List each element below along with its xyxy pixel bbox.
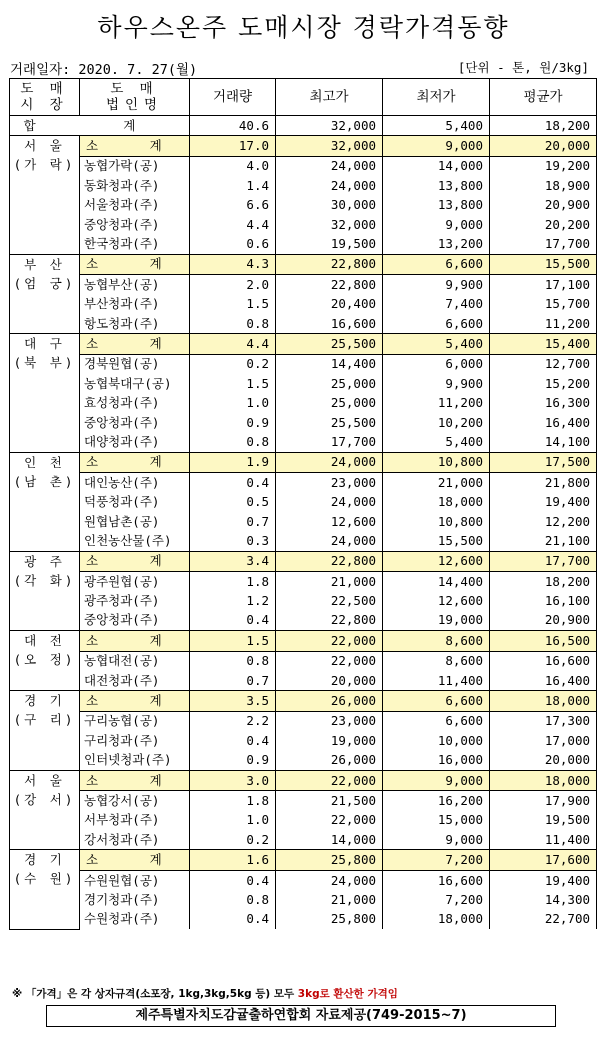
row-max-price: 30,000 <box>276 196 383 215</box>
row-volume: 0.4 <box>190 870 276 890</box>
subtotal-min-price: 10,800 <box>383 452 490 472</box>
market-name <box>10 136 80 254</box>
market-district: (가 락) <box>13 157 76 173</box>
table-row <box>10 811 597 830</box>
corporation-name: 대인농산(주) <box>80 473 190 493</box>
market-district: (수 원) <box>13 871 76 887</box>
row-avg-price: 21,800 <box>490 473 597 493</box>
table-row <box>10 275 597 295</box>
corporation-name: 수원원협(공) <box>80 870 190 890</box>
total-label: 합 계 <box>10 116 190 136</box>
row-avg-price: 17,700 <box>490 234 597 254</box>
total-avg-price: 18,200 <box>490 116 597 136</box>
row-min-price: 19,000 <box>383 611 490 631</box>
row-volume: 0.7 <box>190 671 276 691</box>
subtotal-label: 소 계 <box>80 334 190 354</box>
row-avg-price: 20,900 <box>490 611 597 631</box>
market-city: 서 울 <box>24 772 65 788</box>
row-max-price: 20,400 <box>276 295 383 314</box>
table-row <box>10 176 597 195</box>
row-min-price: 16,200 <box>383 791 490 811</box>
row-min-price: 9,000 <box>383 215 490 234</box>
row-volume: 0.9 <box>190 413 276 432</box>
header-corporation: 도 매 법인명 <box>80 79 190 116</box>
subtotal-avg-price: 17,700 <box>490 551 597 571</box>
table-row <box>10 870 597 890</box>
header-volume: 거래량 <box>190 79 276 116</box>
market-name <box>10 850 80 929</box>
row-max-price: 12,600 <box>276 512 383 531</box>
corporation-name: 대전청과(주) <box>80 671 190 691</box>
subtotal-min-price: 7,200 <box>383 850 490 870</box>
subtotal-volume: 4.4 <box>190 334 276 354</box>
row-min-price: 10,800 <box>383 512 490 531</box>
subtotal-label: 소 계 <box>80 551 190 571</box>
corporation-name: 경기청과(주) <box>80 890 190 909</box>
row-max-price: 22,800 <box>276 275 383 295</box>
row-max-price: 20,000 <box>276 671 383 691</box>
subtotal-max-price: 25,800 <box>276 850 383 870</box>
row-min-price: 16,600 <box>383 870 490 890</box>
table-row <box>10 156 597 176</box>
row-min-price: 10,000 <box>383 731 490 750</box>
row-avg-price: 16,100 <box>490 591 597 610</box>
row-max-price: 25,800 <box>276 910 383 929</box>
row-avg-price: 16,300 <box>490 393 597 412</box>
row-volume: 1.4 <box>190 176 276 195</box>
subtotal-volume: 4.3 <box>190 254 276 274</box>
row-max-price: 24,000 <box>276 531 383 551</box>
subtotal-avg-price: 18,000 <box>490 691 597 711</box>
row-volume: 1.0 <box>190 811 276 830</box>
row-volume: 0.4 <box>190 473 276 493</box>
table-row <box>10 591 597 610</box>
subtotal-min-price: 6,600 <box>383 691 490 711</box>
corporation-name: 농협북대구(공) <box>80 374 190 393</box>
row-volume: 0.4 <box>190 731 276 750</box>
row-volume: 1.0 <box>190 393 276 412</box>
corporation-name: 구리농협(공) <box>80 711 190 731</box>
subtotal-min-price: 9,000 <box>383 770 490 790</box>
subtotal-row <box>10 254 597 274</box>
row-min-price: 7,400 <box>383 295 490 314</box>
corporation-name: 중앙청과(주) <box>80 215 190 234</box>
row-max-price: 24,000 <box>276 156 383 176</box>
row-volume: 1.8 <box>190 571 276 591</box>
market-city: 경 기 <box>24 693 65 709</box>
corporation-name: 구리청과(주) <box>80 731 190 750</box>
row-max-price: 19,000 <box>276 731 383 750</box>
header-min-price: 최저가 <box>383 79 490 116</box>
market-district: (북 부) <box>13 355 76 371</box>
row-avg-price: 16,400 <box>490 413 597 432</box>
table-row <box>10 432 597 452</box>
table-row <box>10 791 597 811</box>
table-row <box>10 571 597 591</box>
market-city: 대 구 <box>24 336 65 352</box>
corporation-name: 중앙청과(주) <box>80 413 190 432</box>
subtotal-row <box>10 136 597 156</box>
row-min-price: 13,800 <box>383 196 490 215</box>
market-district: (남 촌) <box>13 473 76 489</box>
subtotal-row <box>10 452 597 472</box>
row-avg-price: 14,100 <box>490 432 597 452</box>
subtotal-volume: 1.6 <box>190 850 276 870</box>
row-volume: 1.2 <box>190 591 276 610</box>
row-min-price: 7,200 <box>383 890 490 909</box>
row-avg-price: 12,200 <box>490 512 597 531</box>
corporation-name: 광주청과(주) <box>80 591 190 610</box>
market-city: 부 산 <box>24 256 65 272</box>
row-max-price: 22,000 <box>276 811 383 830</box>
subtotal-volume: 1.9 <box>190 452 276 472</box>
row-volume: 4.0 <box>190 156 276 176</box>
market-name <box>10 254 80 334</box>
market-name <box>10 770 80 850</box>
subtotal-label: 소 계 <box>80 452 190 472</box>
subtotal-max-price: 32,000 <box>276 136 383 156</box>
market-city: 대 전 <box>24 633 65 649</box>
row-min-price: 9,000 <box>383 830 490 850</box>
row-min-price: 6,600 <box>383 711 490 731</box>
table-row <box>10 354 597 374</box>
corporation-name: 농협강서(공) <box>80 791 190 811</box>
row-max-price: 22,500 <box>276 591 383 610</box>
row-avg-price: 18,900 <box>490 176 597 195</box>
subtotal-min-price: 9,000 <box>383 136 490 156</box>
row-min-price: 11,400 <box>383 671 490 691</box>
row-max-price: 24,000 <box>276 176 383 195</box>
subtotal-max-price: 24,000 <box>276 452 383 472</box>
row-max-price: 16,600 <box>276 314 383 334</box>
market-name <box>10 691 80 771</box>
row-volume: 0.8 <box>190 314 276 334</box>
total-volume: 40.6 <box>190 116 276 136</box>
table-header-row <box>10 79 597 116</box>
footnote-highlight: 3kg로 환산한 가격임 <box>297 988 398 1000</box>
table-row <box>10 314 597 334</box>
source-box: 제주특별자치도감귤출하연합회 자료제공(749-2015~7) <box>46 1005 556 1027</box>
row-avg-price: 18,200 <box>490 571 597 591</box>
row-volume: 6.6 <box>190 196 276 215</box>
row-avg-price: 14,300 <box>490 890 597 909</box>
subtotal-max-price: 22,000 <box>276 770 383 790</box>
trade-date: 거래일자: 2020. 7. 27(월) <box>10 62 198 78</box>
row-volume: 0.3 <box>190 531 276 551</box>
corporation-name: 중앙청과(주) <box>80 611 190 631</box>
row-volume: 0.8 <box>190 890 276 909</box>
row-min-price: 14,400 <box>383 571 490 591</box>
row-max-price: 21,000 <box>276 890 383 909</box>
market-district: (각 화) <box>13 572 76 588</box>
subtotal-max-price: 25,500 <box>276 334 383 354</box>
row-min-price: 8,600 <box>383 651 490 671</box>
corporation-name: 농협대전(공) <box>80 651 190 671</box>
row-avg-price: 16,400 <box>490 671 597 691</box>
subtotal-label: 소 계 <box>80 254 190 274</box>
corporation-name: 원협남촌(공) <box>80 512 190 531</box>
table-row <box>10 393 597 412</box>
header-market: 도 매 시 장 <box>10 79 80 116</box>
subtotal-avg-price: 15,400 <box>490 334 597 354</box>
row-min-price: 16,000 <box>383 751 490 771</box>
row-avg-price: 17,300 <box>490 711 597 731</box>
row-min-price: 12,600 <box>383 591 490 610</box>
row-max-price: 25,000 <box>276 393 383 412</box>
table-row <box>10 751 597 771</box>
subtotal-max-price: 22,000 <box>276 631 383 651</box>
row-min-price: 10,200 <box>383 413 490 432</box>
table-row <box>10 374 597 393</box>
row-min-price: 15,000 <box>383 811 490 830</box>
subtotal-label: 소 계 <box>80 136 190 156</box>
subtotal-row <box>10 691 597 711</box>
row-volume: 0.5 <box>190 492 276 511</box>
row-volume: 0.6 <box>190 234 276 254</box>
corporation-name: 부산청과(주) <box>80 295 190 314</box>
row-max-price: 24,000 <box>276 492 383 511</box>
subtotal-max-price: 26,000 <box>276 691 383 711</box>
row-volume: 0.9 <box>190 751 276 771</box>
subtotal-avg-price: 20,000 <box>490 136 597 156</box>
row-min-price: 18,000 <box>383 910 490 929</box>
subtotal-volume: 17.0 <box>190 136 276 156</box>
subtotal-volume: 3.0 <box>190 770 276 790</box>
subtotal-row <box>10 850 597 870</box>
row-avg-price: 15,200 <box>490 374 597 393</box>
table-row <box>10 671 597 691</box>
subtotal-volume: 3.5 <box>190 691 276 711</box>
price-table <box>9 78 597 930</box>
subtotal-row <box>10 631 597 651</box>
corporation-name: 동화청과(주) <box>80 176 190 195</box>
subtotal-row <box>10 551 597 571</box>
corporation-name: 경북원협(공) <box>80 354 190 374</box>
subtotal-label: 소 계 <box>80 770 190 790</box>
row-avg-price: 19,200 <box>490 156 597 176</box>
subtotal-max-price: 22,800 <box>276 551 383 571</box>
row-volume: 4.4 <box>190 215 276 234</box>
corporation-name: 서울청과(주) <box>80 196 190 215</box>
subtotal-min-price: 8,600 <box>383 631 490 651</box>
page-title: 하우스온주 도매시장 경락가격동향 <box>97 13 510 42</box>
table-row <box>10 295 597 314</box>
subtotal-label: 소 계 <box>80 631 190 651</box>
row-volume: 1.8 <box>190 791 276 811</box>
row-max-price: 32,000 <box>276 215 383 234</box>
row-volume: 2.0 <box>190 275 276 295</box>
subtotal-avg-price: 17,500 <box>490 452 597 472</box>
table-row <box>10 910 597 929</box>
row-volume: 2.2 <box>190 711 276 731</box>
table-row <box>10 611 597 631</box>
table-row <box>10 830 597 850</box>
row-max-price: 14,400 <box>276 354 383 374</box>
corporation-name: 농협부산(공) <box>80 275 190 295</box>
row-volume: 1.5 <box>190 374 276 393</box>
row-volume: 0.2 <box>190 830 276 850</box>
row-avg-price: 20,900 <box>490 196 597 215</box>
market-city: 인 천 <box>24 454 65 470</box>
row-max-price: 19,500 <box>276 234 383 254</box>
row-avg-price: 17,000 <box>490 731 597 750</box>
row-max-price: 23,000 <box>276 711 383 731</box>
row-max-price: 23,000 <box>276 473 383 493</box>
row-volume: 0.8 <box>190 432 276 452</box>
table-row <box>10 711 597 731</box>
subtotal-avg-price: 15,500 <box>490 254 597 274</box>
row-volume: 0.8 <box>190 651 276 671</box>
row-max-price: 24,000 <box>276 870 383 890</box>
market-district: (구 리) <box>13 712 76 728</box>
corporation-name: 한국청과(주) <box>80 234 190 254</box>
row-max-price: 26,000 <box>276 751 383 771</box>
row-avg-price: 17,900 <box>490 791 597 811</box>
row-min-price: 6,000 <box>383 354 490 374</box>
row-volume: 0.2 <box>190 354 276 374</box>
row-min-price: 5,400 <box>383 432 490 452</box>
row-max-price: 25,000 <box>276 374 383 393</box>
header-avg-price: 평균가 <box>490 79 597 116</box>
row-min-price: 9,900 <box>383 374 490 393</box>
total-min-price: 5,400 <box>383 116 490 136</box>
row-avg-price: 20,000 <box>490 751 597 771</box>
subtotal-row <box>10 770 597 790</box>
subtotal-avg-price: 16,500 <box>490 631 597 651</box>
corporation-name: 농협가락(공) <box>80 156 190 176</box>
row-min-price: 13,800 <box>383 176 490 195</box>
total-row <box>10 116 597 136</box>
row-avg-price: 15,700 <box>490 295 597 314</box>
subtotal-avg-price: 17,600 <box>490 850 597 870</box>
subtotal-max-price: 22,800 <box>276 254 383 274</box>
row-max-price: 22,800 <box>276 611 383 631</box>
subtotal-volume: 1.5 <box>190 631 276 651</box>
subtotal-label: 소 계 <box>80 691 190 711</box>
row-min-price: 9,900 <box>383 275 490 295</box>
table-row <box>10 731 597 750</box>
footnote-text: ※ 「가격」은 각 상자규격(소포장, 1kg,3kg,5kg 등) 모두 <box>12 988 298 1000</box>
row-min-price: 13,200 <box>383 234 490 254</box>
corporation-name: 항도청과(주) <box>80 314 190 334</box>
row-max-price: 14,000 <box>276 830 383 850</box>
market-district: (강 서) <box>13 791 76 807</box>
row-min-price: 6,600 <box>383 314 490 334</box>
subtotal-min-price: 6,600 <box>383 254 490 274</box>
market-name <box>10 334 80 452</box>
table-row <box>10 651 597 671</box>
market-district: (오 정) <box>13 652 76 668</box>
row-avg-price: 11,400 <box>490 830 597 850</box>
table-row <box>10 215 597 234</box>
row-volume: 0.4 <box>190 611 276 631</box>
table-row <box>10 196 597 215</box>
corporation-name: 서부청과(주) <box>80 811 190 830</box>
row-avg-price: 22,700 <box>490 910 597 929</box>
subtotal-label: 소 계 <box>80 850 190 870</box>
row-volume: 1.5 <box>190 295 276 314</box>
row-volume: 0.7 <box>190 512 276 531</box>
market-city: 서 울 <box>24 138 65 154</box>
subtotal-row <box>10 334 597 354</box>
table-row <box>10 512 597 531</box>
corporation-name: 수원청과(주) <box>80 910 190 929</box>
row-avg-price: 19,400 <box>490 492 597 511</box>
header-max-price: 최고가 <box>276 79 383 116</box>
row-avg-price: 19,500 <box>490 811 597 830</box>
row-max-price: 22,000 <box>276 651 383 671</box>
unit-label: [단위 - 톤, 원/3kg] <box>457 60 589 75</box>
row-avg-price: 16,600 <box>490 651 597 671</box>
subtotal-volume: 3.4 <box>190 551 276 571</box>
table-row <box>10 890 597 909</box>
row-avg-price: 21,100 <box>490 531 597 551</box>
row-avg-price: 20,200 <box>490 215 597 234</box>
market-district: (엄 궁) <box>13 275 76 291</box>
row-max-price: 21,000 <box>276 571 383 591</box>
table-row <box>10 492 597 511</box>
row-min-price: 21,000 <box>383 473 490 493</box>
table-row <box>10 234 597 254</box>
row-min-price: 14,000 <box>383 156 490 176</box>
row-max-price: 25,500 <box>276 413 383 432</box>
subtotal-avg-price: 18,000 <box>490 770 597 790</box>
corporation-name: 강서청과(주) <box>80 830 190 850</box>
row-max-price: 21,500 <box>276 791 383 811</box>
market-city: 광 주 <box>24 553 65 569</box>
subtotal-min-price: 5,400 <box>383 334 490 354</box>
row-max-price: 17,700 <box>276 432 383 452</box>
row-avg-price: 11,200 <box>490 314 597 334</box>
corporation-name: 대양청과(주) <box>80 432 190 452</box>
row-min-price: 18,000 <box>383 492 490 511</box>
corporation-name: 인천농산물(주) <box>80 531 190 551</box>
corporation-name: 인터넷청과(주) <box>80 751 190 771</box>
corporation-name: 효성청과(주) <box>80 393 190 412</box>
table-row <box>10 531 597 551</box>
row-min-price: 15,500 <box>383 531 490 551</box>
table-row <box>10 473 597 493</box>
corporation-name: 광주원협(공) <box>80 571 190 591</box>
table-row <box>10 413 597 432</box>
footnote <box>12 986 398 1001</box>
row-avg-price: 12,700 <box>490 354 597 374</box>
total-max-price: 32,000 <box>276 116 383 136</box>
market-name <box>10 452 80 551</box>
row-avg-price: 19,400 <box>490 870 597 890</box>
row-volume: 0.4 <box>190 910 276 929</box>
corporation-name: 덕풍청과(주) <box>80 492 190 511</box>
row-min-price: 11,200 <box>383 393 490 412</box>
market-name <box>10 551 80 631</box>
subtotal-min-price: 12,600 <box>383 551 490 571</box>
market-city: 경 기 <box>24 852 65 868</box>
row-avg-price: 17,100 <box>490 275 597 295</box>
market-name <box>10 631 80 691</box>
